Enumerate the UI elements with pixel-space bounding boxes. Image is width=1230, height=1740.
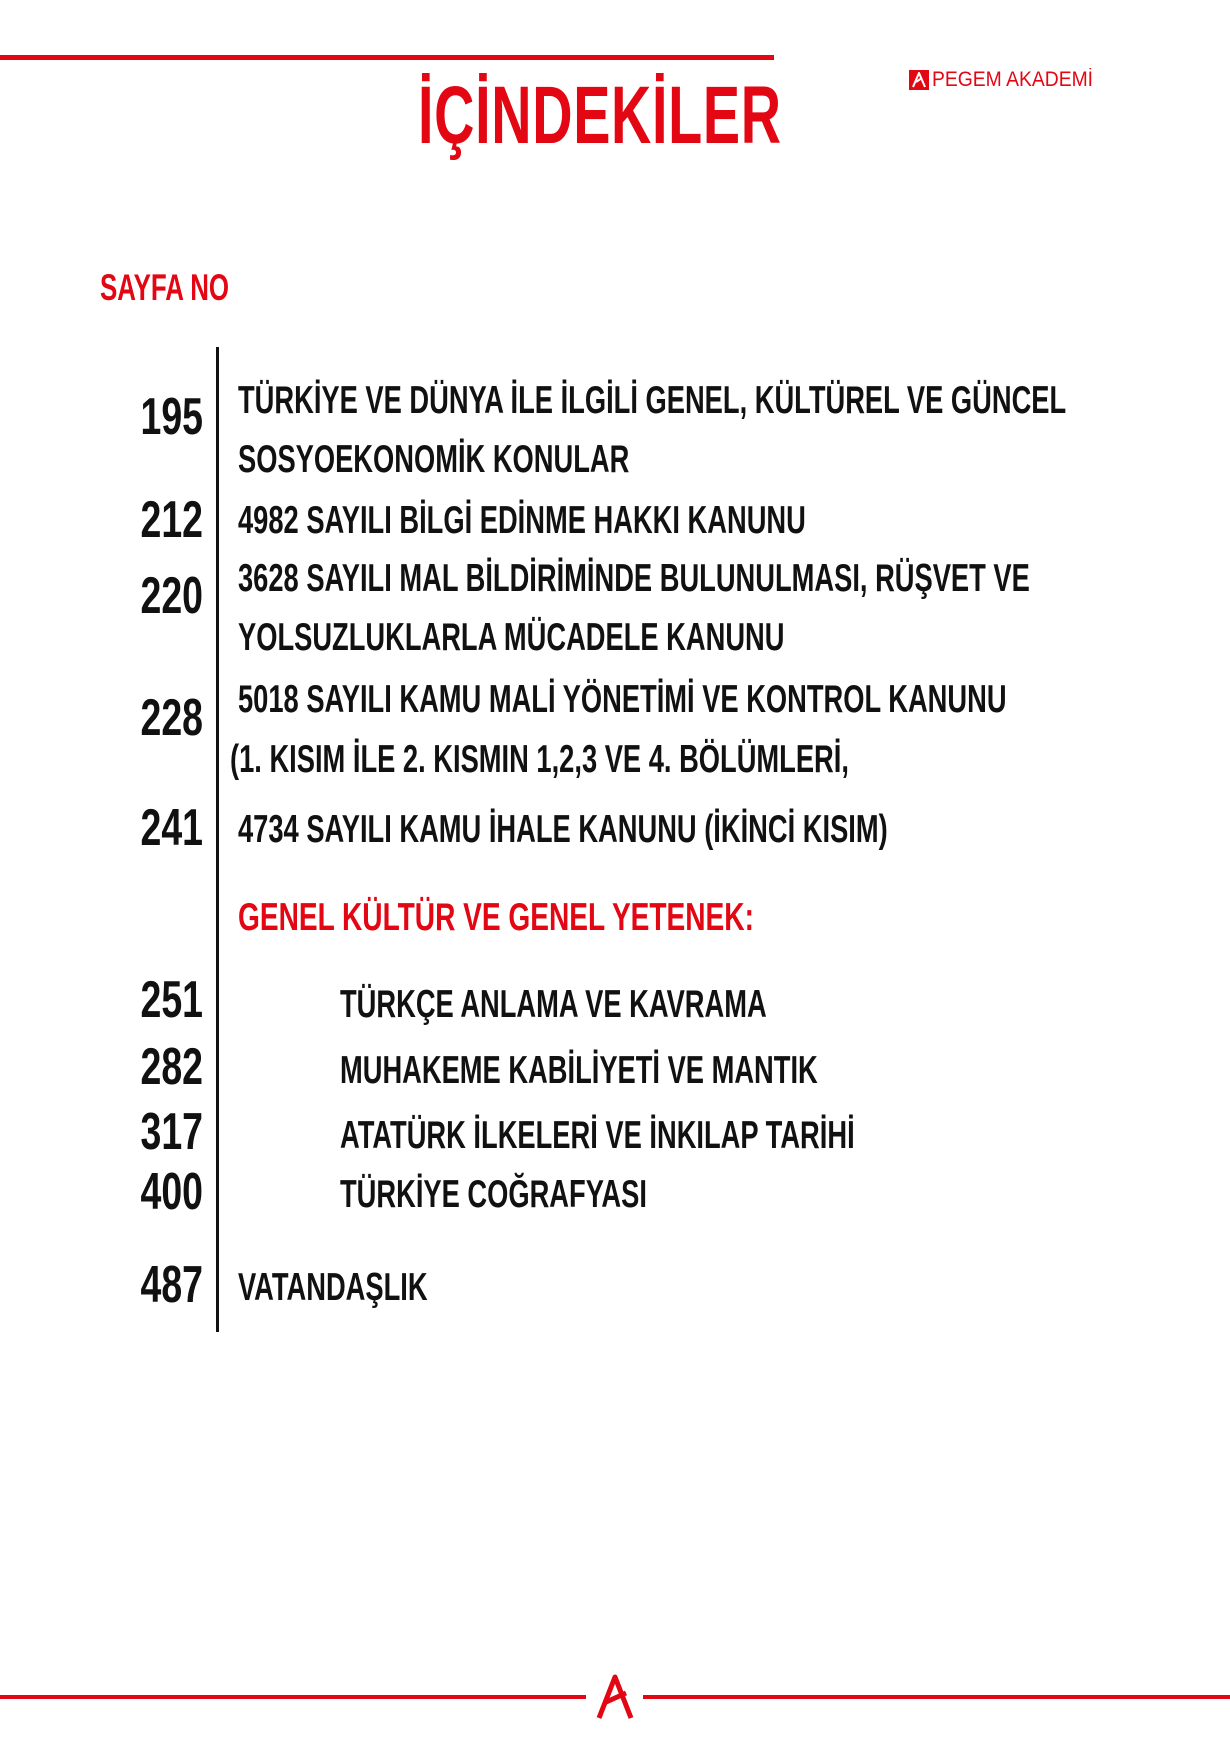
page-number: 220 xyxy=(140,567,203,625)
pegem-logo-icon xyxy=(590,1672,640,1722)
bottom-rule-left xyxy=(0,1695,586,1699)
toc-subentry-title[interactable]: TÜRKÇE ANLAMA VE KAVRAMA xyxy=(340,983,767,1026)
brand xyxy=(909,68,1107,92)
toc-entry-title[interactable]: 3628 SAYILI MAL BİLDİRİMİNDE BULUNULMASI, RÜŞVET VE xyxy=(238,557,1030,600)
toc-subentry-title[interactable]: TÜRKİYE COĞRAFYASI xyxy=(340,1173,647,1216)
page-number: 282 xyxy=(140,1038,203,1096)
page-number: 241 xyxy=(140,799,203,857)
vertical-divider xyxy=(216,347,219,1332)
toc-subentry-title[interactable]: ATATÜRK İLKELERİ VE İNKILAP TARİHİ xyxy=(340,1114,855,1157)
bottom-rule-right xyxy=(643,1695,1230,1699)
toc-entry-title[interactable]: TÜRKİYE VE DÜNYA İLE İLGİLİ GENEL, KÜLTÜREL VE GÜNCEL xyxy=(238,379,1067,422)
page-number: 317 xyxy=(140,1103,203,1161)
toc-entry-title-continued[interactable]: (1. KISIM İLE 2. KISMIN 1,2,3 VE 4. BÖLÜMLERİ, xyxy=(230,738,849,781)
toc-entry-title-continued[interactable]: YOLSUZLUKLARLA MÜCADELE KANUNU xyxy=(238,616,785,659)
toc-entry-title[interactable]: VATANDAŞLIK xyxy=(238,1266,428,1309)
page-number: 228 xyxy=(140,689,203,747)
toc-entry-title-continued[interactable]: SOSYOEKONOMİK KONULAR xyxy=(238,438,630,481)
page-number-column-label: SAYFA NO xyxy=(100,267,230,308)
brand-name: PEGEM AKADEMİ xyxy=(932,68,1094,91)
section-heading: GENEL KÜLTÜR VE GENEL YETENEK: xyxy=(238,896,754,939)
page-number: 212 xyxy=(140,491,203,549)
page-number: 251 xyxy=(140,971,203,1029)
top-rule xyxy=(0,55,774,60)
page-number: 487 xyxy=(140,1256,203,1314)
toc-entry-title[interactable]: 4734 SAYILI KAMU İHALE KANUNU (İKİNCİ KISIM) xyxy=(238,808,888,851)
toc-entry-title[interactable]: 4982 SAYILI BİLGİ EDİNME HAKKI KANUNU xyxy=(238,499,806,542)
pegem-logo-icon xyxy=(909,70,929,90)
page-number: 400 xyxy=(140,1163,203,1221)
toc-subentry-title[interactable]: MUHAKEME KABİLİYETİ VE MANTIK xyxy=(340,1049,818,1092)
toc-entry-title[interactable]: 5018 SAYILI KAMU MALİ YÖNETİMİ VE KONTROL KANUNU xyxy=(238,678,1007,721)
page-title: İÇİNDEKİLER xyxy=(418,70,782,161)
page-number: 195 xyxy=(140,388,203,446)
